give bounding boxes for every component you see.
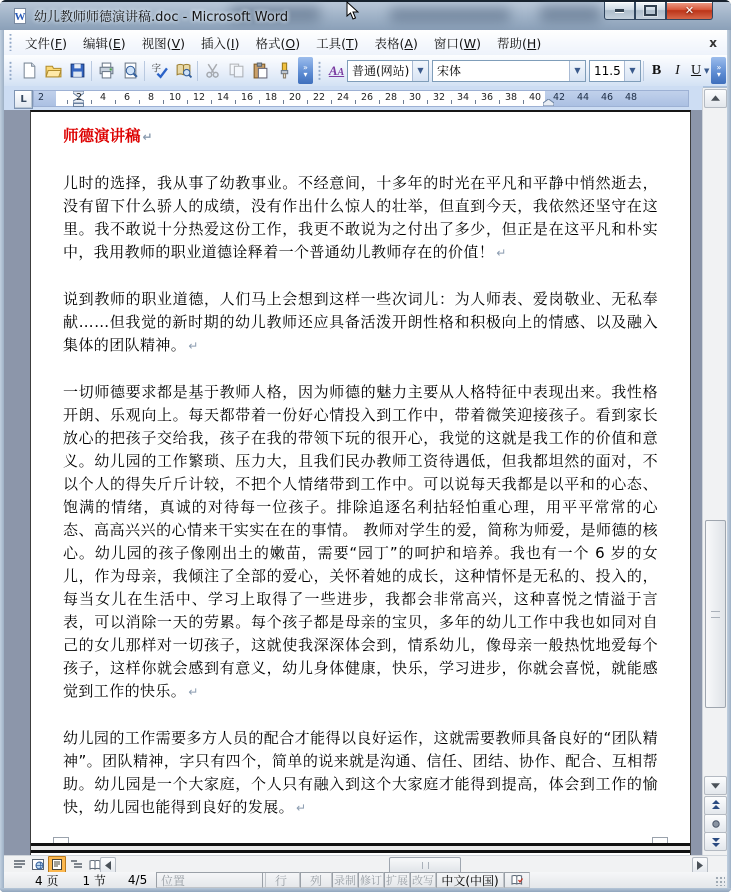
document-page[interactable] bbox=[30, 110, 691, 855]
status-section-number: 1 节 bbox=[82, 873, 106, 888]
paragraph-mark: ↵ bbox=[188, 685, 199, 699]
next-page-button[interactable] bbox=[704, 832, 727, 851]
spelling-check-button[interactable] bbox=[147, 59, 171, 83]
ruler-number: 2 bbox=[75, 92, 83, 103]
ruler-tick bbox=[91, 100, 92, 104]
close-document-icon[interactable]: x bbox=[709, 35, 717, 50]
resize-grip[interactable] bbox=[715, 876, 725, 886]
ruler-number: 30 bbox=[408, 92, 422, 103]
window-title: 幼儿教师师德演讲稿.doc - Microsoft Word bbox=[34, 10, 289, 25]
paste-button[interactable] bbox=[248, 59, 272, 83]
ruler-tick bbox=[259, 100, 260, 104]
ruler-tick bbox=[307, 100, 308, 104]
print-layout-view-button[interactable] bbox=[48, 856, 66, 873]
ruler-tick bbox=[235, 100, 236, 104]
glass-blur-decoration bbox=[390, 8, 510, 22]
outline-view-button[interactable] bbox=[67, 856, 85, 873]
select-browse-object-button[interactable] bbox=[704, 814, 727, 833]
ruler-number: 46 bbox=[600, 92, 614, 103]
ruler-number: 26 bbox=[360, 92, 374, 103]
maximize-icon bbox=[644, 5, 657, 16]
web-layout-view-button[interactable] bbox=[29, 856, 47, 873]
paragraph-mark: ↵ bbox=[296, 801, 307, 815]
minimize-button[interactable] bbox=[604, 2, 635, 20]
ruler-number: 10 bbox=[168, 92, 182, 103]
ruler-tick bbox=[379, 100, 380, 104]
mouse-cursor bbox=[346, 1, 359, 20]
ruler-tick bbox=[211, 100, 212, 104]
horizontal-ruler[interactable] bbox=[33, 90, 689, 107]
paragraph: 幼儿园的工作需要多方人员的配合才能得以良好运作，这就需要教师具备良好的“团队精神”。团队精神，字只有四个，简单的说来就是沟通、信任、团结、协作、配合、互相帮助。幼儿园是一个大家庭，个人只有融入到这个大家庭才能得到提高，体会到工作的愉快，幼儿园也能得到良好的发展。 ↵ bbox=[63, 729, 658, 816]
cut-button[interactable] bbox=[200, 59, 224, 83]
toolbar-grip[interactable] bbox=[8, 34, 13, 52]
formatting-toolbar-options-chevron[interactable]: » ▾ bbox=[711, 57, 726, 84]
ruler-tick bbox=[523, 100, 524, 104]
ruler-number: 44 bbox=[576, 92, 590, 103]
document-heading: 师德演讲稿 ↵ bbox=[63, 127, 153, 145]
scroll-up-button[interactable] bbox=[704, 89, 727, 108]
status-indicator-修订[interactable]: 修订 bbox=[360, 874, 382, 887]
paragraph-mark: ↵ bbox=[188, 339, 199, 353]
italic-button[interactable]: I bbox=[675, 62, 680, 78]
underline-button[interactable]: U bbox=[690, 62, 702, 78]
style-combobox[interactable] bbox=[347, 60, 429, 82]
paragraph-mark: ↵ bbox=[142, 130, 153, 144]
font-size-value: 11.5 bbox=[594, 63, 621, 78]
ruler-number: 22 bbox=[312, 92, 326, 103]
status-indicator-录制[interactable]: 录制 bbox=[334, 874, 356, 887]
menu-item-F[interactable]: 文件(F) bbox=[25, 35, 67, 51]
close-icon: ✕ bbox=[684, 4, 695, 17]
menu-item-W[interactable]: 窗口(W) bbox=[433, 35, 482, 51]
ruler-tick bbox=[427, 100, 428, 104]
scroll-down-button[interactable] bbox=[704, 776, 727, 795]
close-button[interactable] bbox=[666, 2, 713, 20]
vertical-scrollbar-thumb[interactable] bbox=[705, 520, 726, 708]
menu-item-E[interactable]: 编辑(E) bbox=[82, 35, 126, 51]
status-indicator-改写[interactable]: 改写 bbox=[412, 874, 434, 887]
chevron-down-icon[interactable]: ▼ bbox=[624, 61, 640, 81]
previous-page-button[interactable] bbox=[704, 796, 727, 815]
ruler-number: 38 bbox=[504, 92, 518, 103]
font-value: 宋体 bbox=[437, 64, 462, 78]
save-button[interactable] bbox=[65, 59, 89, 83]
ruler-number: 36 bbox=[480, 92, 494, 103]
maximize-button[interactable] bbox=[635, 2, 666, 20]
ruler-tick bbox=[403, 100, 404, 104]
font-combobox[interactable] bbox=[432, 60, 586, 82]
ruler-number: 28 bbox=[384, 92, 398, 103]
ruler-number: 6 bbox=[123, 92, 131, 103]
minimize-icon bbox=[615, 9, 624, 12]
print-button[interactable] bbox=[94, 59, 118, 83]
ruler-tick bbox=[163, 100, 164, 104]
menu-item-O[interactable]: 格式(O) bbox=[255, 35, 301, 51]
ruler-number: 14 bbox=[216, 92, 230, 103]
svg-text:W: W bbox=[14, 10, 26, 23]
ruler-number: 24 bbox=[336, 92, 350, 103]
font-size-combobox[interactable] bbox=[589, 60, 641, 82]
ruler-tick bbox=[331, 100, 332, 104]
page-break-boundary bbox=[31, 843, 690, 853]
copy-button[interactable] bbox=[224, 59, 248, 83]
status-page-number: 4 页 bbox=[35, 873, 59, 888]
status-bar bbox=[4, 872, 727, 888]
paragraph: 一切师德要求都是基于教师人格，因为师德的魅力主要从人格特征中表现出来。我性格开朗、乐观向上。每天都带着一份好心情投入到工作中，带着微笑迎接孩子。看到家长放心的把孩子交给我，孩子在我的带领下玩的很开心，我觉的这就是我工作的价值和意义。幼儿园的工作繁琐、压力大，且我们民办教师工资待遇低，但我都坦然的面对，不以个人的得失斤斤计较，不把个人情绪带到工作中。可以说每天我都是以平和的心态、饱满的情绪，真诚的对待每一位孩子。排除追逐名利拈轻怕重心理，用平平常常的心态、高高兴兴的心情来干实实在在的事情。 教师对学生的爱，简称为师爱，是师德的核心。幼儿园的孩子像刚出土的嫩苗，需要“园丁”的呵护和培养。我也有一个 6 岁的女儿，作为母亲，我倾注了全部的爱心，关怀着她的成长，这种情怀是无私的、投入的，每当女儿在生活中、学习上取得了一些进步，我都会非常高兴，这种喜悦之情溢于言表，可以消除一天的劳累。每个孩子都是母亲的宝贝，多年的幼儿工作中我也如同对自己的女儿那样对一切孩子，这就使我深深体会到，情系幼儿，像母亲一般热忱地爱每个孩子，这样你就会感到有意义，幼儿身体健康，快乐，学习进步，你就会喜悦，就能感觉到工作的快乐。 ↵ bbox=[63, 383, 658, 700]
ruler-tick bbox=[115, 100, 116, 104]
document-area[interactable] bbox=[4, 110, 703, 855]
spelling-grammar-status-icon[interactable] bbox=[504, 872, 530, 888]
menu-bar bbox=[4, 30, 727, 56]
chevron-down-icon[interactable]: ▼ bbox=[412, 61, 428, 81]
ruler-number: 4 bbox=[99, 92, 107, 103]
toolbar-row bbox=[4, 55, 727, 87]
ruler-number: 2 bbox=[37, 92, 45, 103]
ruler-tick bbox=[139, 100, 140, 104]
formatting-toolbar-grip[interactable] bbox=[317, 60, 322, 82]
format-painter-button[interactable] bbox=[272, 59, 296, 83]
svg-text:字: 字 bbox=[151, 63, 161, 75]
window-frame-right bbox=[727, 30, 731, 892]
ruler-tick bbox=[67, 100, 68, 104]
menu-item-T[interactable]: 工具(T) bbox=[316, 35, 359, 51]
title-bar bbox=[0, 0, 731, 30]
ruler-tick bbox=[283, 100, 284, 104]
window-frame-bottom bbox=[0, 888, 731, 892]
ruler-number: 20 bbox=[288, 92, 302, 103]
menu-item-H[interactable]: 帮助(H) bbox=[497, 35, 542, 51]
open-button[interactable] bbox=[41, 59, 65, 83]
standard-toolbar-grip[interactable] bbox=[8, 60, 13, 82]
ruler-number: 34 bbox=[456, 92, 470, 103]
tab-stop-selector[interactable]: L bbox=[14, 90, 33, 109]
status-language[interactable]: 中文(中国) bbox=[436, 872, 504, 888]
paragraph: 说到教师的职业道德，人们马上会想到这样一些次词儿：为人师表、爱岗敬业、无私奉献……但我觉的新时期的幼儿教师还应具备活泼开朗性格和积极向上的情感、以及融入集体的团队精神。 ↵ bbox=[63, 290, 658, 354]
word-app-icon bbox=[12, 8, 28, 24]
ruler-tick bbox=[499, 100, 500, 104]
ruler-tick bbox=[475, 100, 476, 104]
chevron-down-icon[interactable]: ▼ bbox=[569, 61, 585, 81]
ruler-number: 32 bbox=[432, 92, 446, 103]
ruler-number: 40 bbox=[528, 92, 542, 103]
menu-item-I[interactable]: 插入(I) bbox=[201, 35, 240, 51]
ruler-number: 8 bbox=[147, 92, 155, 103]
status-line-panel: 行 bbox=[262, 872, 300, 888]
new-document-button[interactable] bbox=[17, 59, 41, 83]
ruler-number: 48 bbox=[624, 92, 638, 103]
status-position-panel: 位置 bbox=[156, 872, 266, 888]
ruler-number: 42 bbox=[552, 92, 566, 103]
ruler-tick bbox=[187, 100, 188, 104]
styles-and-formatting-icon[interactable]: AA bbox=[328, 62, 345, 78]
menu-item-V[interactable]: 视图(V) bbox=[141, 35, 186, 51]
glass-blur-decoration bbox=[540, 6, 600, 22]
print-preview-button[interactable] bbox=[118, 59, 142, 83]
vertical-scrollbar[interactable] bbox=[702, 88, 727, 855]
ruler-number: 16 bbox=[240, 92, 254, 103]
ruler-number: 12 bbox=[192, 92, 206, 103]
status-column-panel: 列 bbox=[300, 872, 332, 888]
menu-item-A[interactable]: 表格(A) bbox=[374, 35, 418, 51]
paragraph: 儿时的选择，我从事了幼教事业。不经意间，十多年的时光在平凡和平静中悄然逝去，没有留下什么骄人的成绩，没有作出什么惊人的壮举，但直到今天，我依然还坚守在这里。我不敢说十分热爱这份工作，我更不敢说为之付出了多少，但正是在这平凡和朴实中，我用教师的职业道德诠释着一个普通幼儿教师存在的价值！ ↵ bbox=[63, 174, 658, 261]
window-frame-left bbox=[0, 30, 4, 892]
research-button[interactable] bbox=[171, 59, 195, 83]
ruler-tick bbox=[451, 100, 452, 104]
ruler-number: 18 bbox=[264, 92, 278, 103]
normal-view-button[interactable] bbox=[10, 856, 28, 873]
status-indicator-扩展[interactable]: 扩展 bbox=[386, 874, 408, 887]
ruler-tick bbox=[355, 100, 356, 104]
paragraph-mark: ↵ bbox=[496, 246, 507, 260]
bold-button[interactable]: B bbox=[651, 62, 662, 78]
style-value: 普通(网站) bbox=[352, 64, 410, 78]
underline-options-chevron-icon[interactable]: ▼ bbox=[704, 66, 710, 75]
status-page-of-total: 4/5 bbox=[127, 873, 148, 887]
standard-toolbar-options-chevron[interactable]: » ▾ bbox=[298, 57, 313, 84]
horizontal-scrollbar-row bbox=[4, 855, 727, 873]
